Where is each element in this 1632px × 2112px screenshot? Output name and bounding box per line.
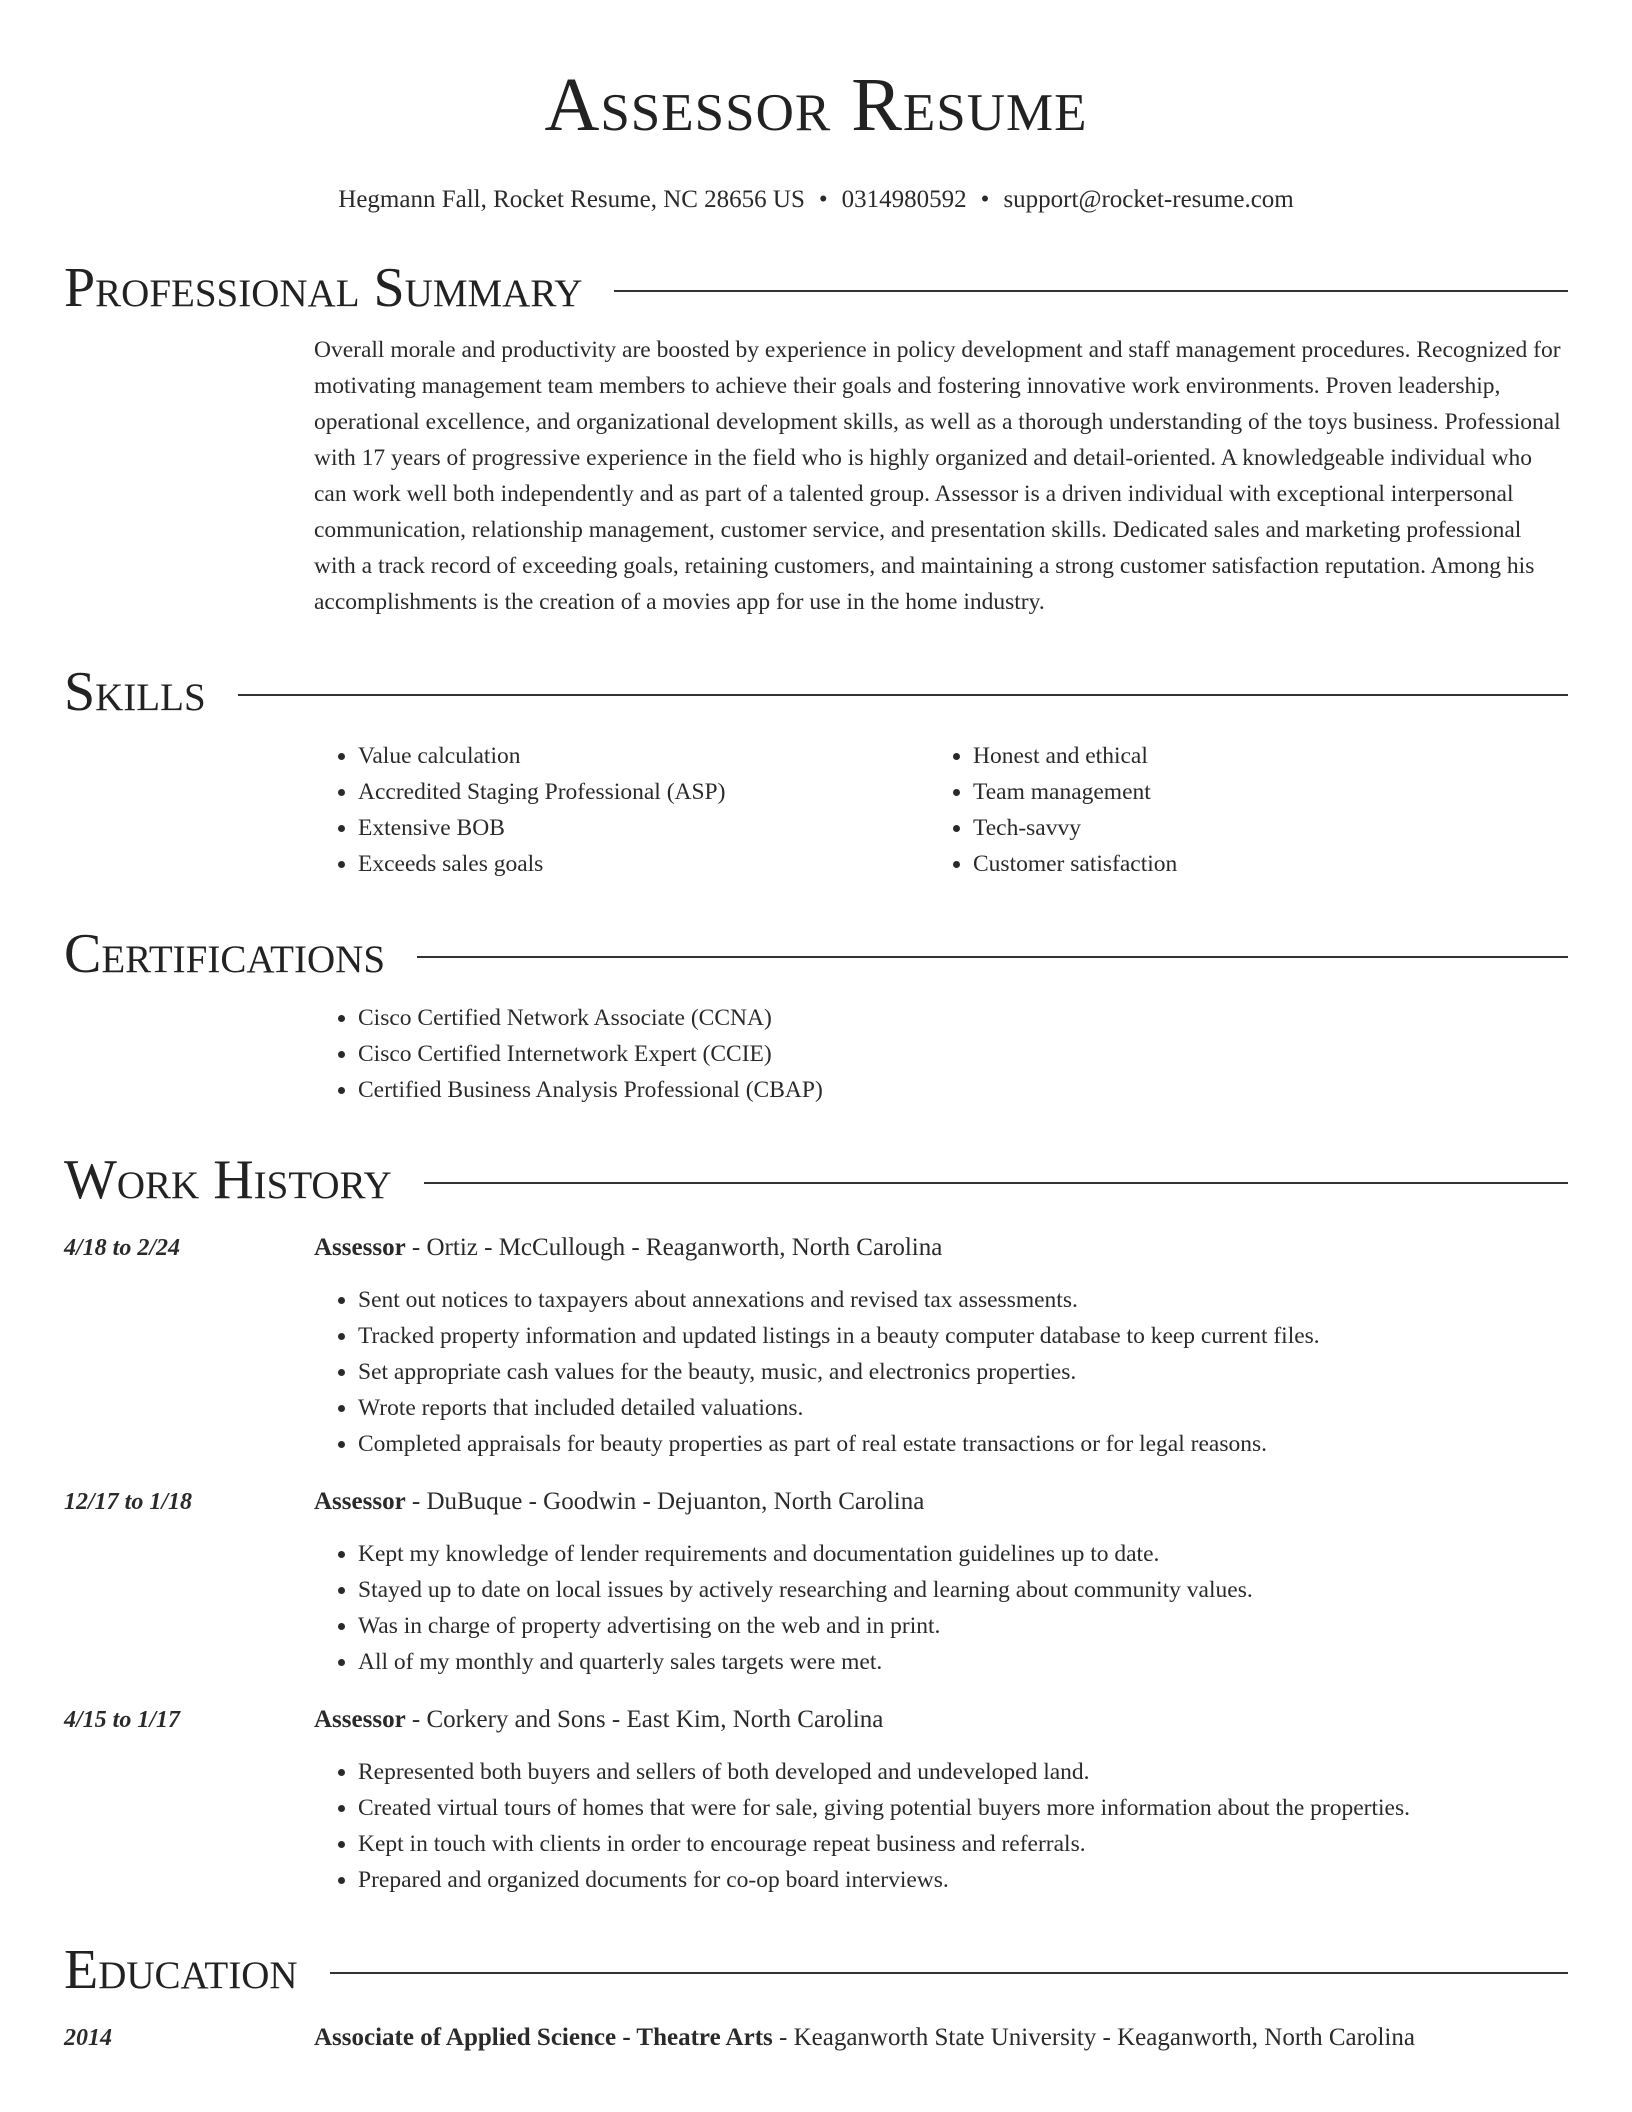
contact-email: support@rocket-resume.com xyxy=(1003,186,1294,213)
job-bullet: • Sent out notices to taxpayers about annexations and revised tax assessments. xyxy=(358,1282,1568,1318)
contact-address: Hegmann Fall, Rocket Resume, NC 28656 US xyxy=(338,186,805,213)
job-dates: 4/15 to 1/17 xyxy=(64,1707,181,1733)
education-entry xyxy=(64,2020,1568,2056)
summary-text: Overall morale and productivity are boosted by experience in policy development and staff management procedures. Recognized for motivating management team members to achieve their goals and fostering innovative work environments. Proven leadership, operational excellence, and organizational development skills, as well as a thorough understanding of the toys business. Professional with 17 years of progressive experience in the field who is highly organized and detail-oriented. A knowledgeable individual who can work well both independently and as part of a talented group. Assessor is a driven individual with exceptional interpersonal communication, relationship management, customer service, and presentation skills. Dedicated sales and marketing professional with a track record of exceeding goals, retaining customers, and maintaining a strong customer satisfaction reputation. Among his accomplishments is the creation of a movies app for use in the home industry. xyxy=(314,337,1561,615)
skills-column-left xyxy=(314,738,929,882)
job-bullet: • Tracked property information and updated listings in a beauty computer database to keep current files. xyxy=(358,1318,1568,1354)
job-bullets xyxy=(314,1282,1568,1462)
section-divider xyxy=(417,956,1568,958)
section-divider xyxy=(238,694,1568,696)
job-bullet: • Was in charge of property advertising on the web and in print. xyxy=(358,1608,1568,1644)
job-details xyxy=(314,1230,1568,1462)
job-entry xyxy=(64,1230,1568,1462)
contact-separator: • xyxy=(980,186,990,213)
section-header-education xyxy=(64,1938,1568,2002)
job-bullet: • Kept my knowledge of lender requirements and documentation guidelines up to date. xyxy=(358,1536,1568,1572)
job-title: Assessor xyxy=(314,1488,406,1515)
job-title: Assessor xyxy=(314,1706,406,1733)
job-bullet: • Represented both buyers and sellers of both developed and undeveloped land. xyxy=(358,1754,1568,1790)
skill-item: • Customer satisfaction xyxy=(973,846,1544,882)
job-heading xyxy=(314,1484,1568,1520)
education-details xyxy=(314,2020,1568,2056)
education-year: 2014 xyxy=(64,2025,112,2051)
job-bullet: • Completed appraisals for beauty properties as part of real estate transactions or for legal reasons. xyxy=(358,1426,1568,1462)
job-bullet: • Kept in touch with clients in order to encourage repeat business and referrals. xyxy=(358,1826,1568,1862)
job-entry xyxy=(64,1702,1568,1898)
section-header-skills xyxy=(64,660,1568,724)
job-heading xyxy=(314,1230,1568,1266)
job-title: Assessor xyxy=(314,1234,406,1261)
job-bullet: • Prepared and organized documents for co-op board interviews. xyxy=(358,1862,1568,1898)
job-bullet: • Wrote reports that included detailed valuations. xyxy=(358,1390,1568,1426)
job-employer: - DuBuque - Goodwin - Dejuanton, North Carolina xyxy=(405,1488,925,1515)
job-details xyxy=(314,1702,1568,1898)
section-divider xyxy=(424,1182,1568,1184)
job-employer: - Corkery and Sons - East Kim, North Carolina xyxy=(405,1706,884,1733)
job-bullet: • All of my monthly and quarterly sales targets were met. xyxy=(358,1644,1568,1680)
certification-item: • Cisco Certified Network Associate (CCNA) xyxy=(358,1000,1568,1036)
skill-item: • Value calculation xyxy=(358,738,929,774)
education-heading xyxy=(314,2020,1568,2056)
job-entry xyxy=(64,1484,1568,1680)
job-dates: 4/18 to 2/24 xyxy=(64,1235,181,1261)
certification-item: • Certified Business Analysis Professional (CBAP) xyxy=(358,1072,1568,1108)
section-header-work-history xyxy=(64,1148,1568,1212)
section-title-education: Education xyxy=(64,1939,298,2001)
certifications-list xyxy=(314,1000,1568,1108)
contact-line xyxy=(64,184,1568,216)
job-heading xyxy=(314,1702,1568,1738)
skill-item: • Extensive BOB xyxy=(358,810,929,846)
skill-item: • Exceeds sales goals xyxy=(358,846,929,882)
section-title-work-history: Work History xyxy=(64,1149,392,1211)
job-bullet: • Created virtual tours of homes that were for sale, giving potential buyers more information about the properties. xyxy=(358,1790,1568,1826)
certification-item: • Cisco Certified Internetwork Expert (CCIE) xyxy=(358,1036,1568,1072)
job-dates: 12/17 to 1/18 xyxy=(64,1489,193,1515)
job-bullet: • Stayed up to date on local issues by actively researching and learning about community values. xyxy=(358,1572,1568,1608)
education-school: - Keaganworth State University - Keaganworth, North Carolina xyxy=(772,2024,1415,2051)
skill-item: • Tech-savvy xyxy=(973,810,1544,846)
resume-title: Assessor Resume xyxy=(544,63,1088,147)
contact-phone: 0314980592 xyxy=(841,186,967,213)
skill-item: • Honest and ethical xyxy=(973,738,1544,774)
skills-list xyxy=(314,738,1568,882)
job-bullets xyxy=(314,1536,1568,1680)
section-header-summary xyxy=(64,256,1568,320)
job-details xyxy=(314,1484,1568,1680)
job-bullets xyxy=(314,1754,1568,1898)
job-employer: - Ortiz - McCullough - Reaganworth, North Carolina xyxy=(405,1234,943,1261)
section-divider xyxy=(614,290,1568,292)
section-title-certifications: Certifications xyxy=(64,923,386,985)
skill-item: • Team management xyxy=(973,774,1544,810)
education-degree: Associate of Applied Science - Theatre Arts xyxy=(314,2024,773,2051)
section-title-summary: Professional Summary xyxy=(64,257,583,319)
section-title-skills: Skills xyxy=(64,661,206,723)
section-header-certifications xyxy=(64,922,1568,986)
job-bullet: • Set appropriate cash values for the beauty, music, and electronics properties. xyxy=(358,1354,1568,1390)
skill-item: • Accredited Staging Professional (ASP) xyxy=(358,774,929,810)
contact-separator: • xyxy=(818,186,828,213)
section-divider xyxy=(330,1972,1568,1974)
skills-column-right xyxy=(929,738,1544,882)
